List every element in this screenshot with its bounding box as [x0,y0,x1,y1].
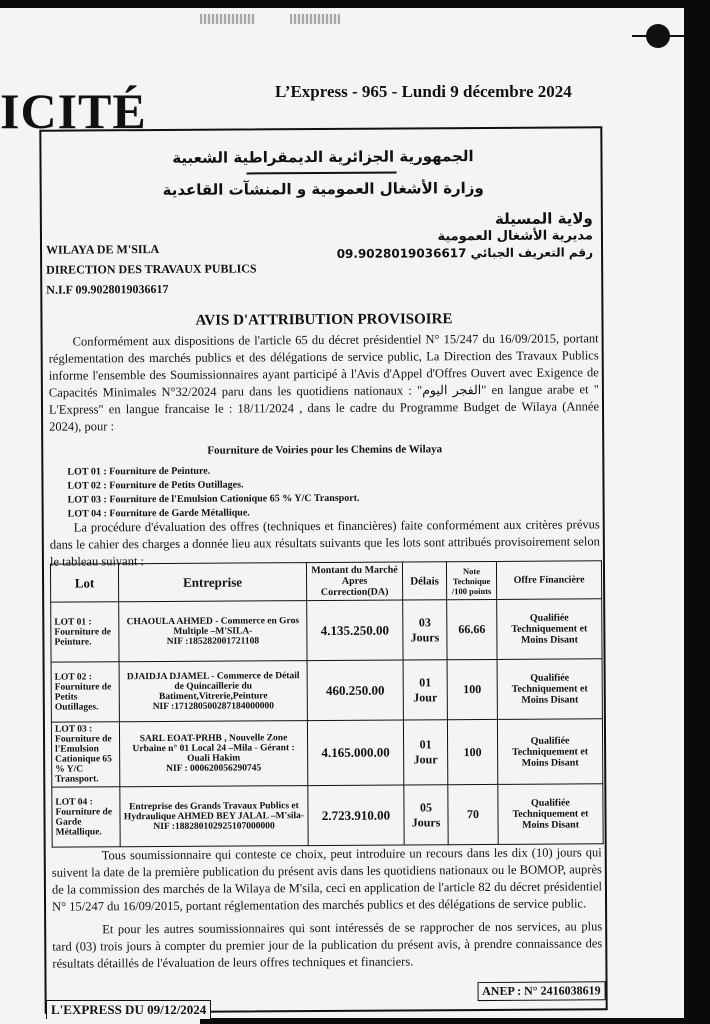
cell-entreprise [119,661,307,722]
print-smudge [200,14,255,24]
cell-note: 100 [447,659,497,719]
entreprise-name: Entreprise des Grands Travaux Publics et Hydraulique AHMED BEY JALAL –M'sila- [123,800,305,822]
col-offre: Offre Financière [496,561,601,600]
table-header-row [50,561,601,602]
scan-edge-right [684,0,710,1024]
lot-item: LOT 04 : Fourniture de Garde Métallique. [67,507,250,520]
section-heading: ICITÉ [0,83,147,139]
ar-wilaya: ولاية المسيلة [494,209,593,228]
scan-edge-bottom [200,1018,710,1024]
lot-item: LOT 01 : Fourniture de Peinture. [67,465,211,478]
registration-mark-icon [646,24,670,48]
cell-montant: 460.250.00 [307,660,403,721]
cell-montant: 4.165.000.00 [307,720,403,786]
col-montant: Montant du Marché Apres Correction(DA) [306,562,402,601]
ar-ministry: وزارة الأشغال العمومية و المنشآت القاعدية [162,179,484,199]
notice-title: AVIS D'ATTRIBUTION PROVISOIRE [195,311,453,329]
entreprise-nif: NIF :185282001721108 [166,635,260,647]
cell-delais: 01 Jour [403,720,447,785]
cell-note: 66.66 [447,599,497,659]
masthead: L’Express - 965 - Lundi 9 décembre 2024 [275,82,572,101]
lot-list [67,464,359,522]
cell-lot: LOT 04 : Fourniture de Garde Métallique. [52,787,120,847]
entreprise-name: SARL EOAT-PRHB , Nouvelle Zone Urbaine n° 01 Local 24 –Mila - Gérant : Ouali Hakim [132,733,295,764]
entreprise-name: CHAOULA AHMED - Commerce en Gros Multiple –M'SILA- [126,615,300,637]
announcement-box [39,126,607,1013]
table-row [52,784,603,847]
cell-lot: LOT 02 : Fourniture de Petits Outillages. [51,662,119,722]
entreprise-nif: NIF :171280500287184000000 [152,700,274,712]
divider [247,172,397,175]
entreprise-nif: NIF : 000620056290745 [166,763,262,774]
lot-item: LOT 02 : Fourniture de Petits Outillages. [67,479,244,492]
procedure-paragraph: La procédure d'évaluation des offres (techniques et financières) faite conformément aux critères prévus dans le cahier des charges a donnée lieu aux résultats suivants que les lots sont attribués provisoirement selon le tableau suivant : [49,517,600,569]
scan-edge-top [0,0,710,8]
issuer-block [46,238,257,299]
recours-paragraph: Tous soumissionnaire qui conteste ce choix, peut introduire un recours dans les dix (10) jours qui suivent la date de la première publication du présent avis dans les quotidiens nationaux ou le BOMOP, auprès de la commission des marchés de la Wilaya de M'sila, ceci en application de l'article 82 du décret présidentiel N° 15/247 du 16/09/2015, portant réglementation des marchés publics et des délégations de service public. [51,845,602,914]
cell-delais: 01 Jour [403,660,447,720]
ar-republic: الجمهورية الجزائرية الديمقراطية الشعبية [172,147,474,167]
wilaya: WILAYA DE M'SILA [45,241,160,257]
cell-offre: Qualifiée Techniquement et Moins Disant [497,719,602,785]
nif: N.I.F 09.9028019036617 [46,281,169,297]
table-row [51,659,602,722]
cell-offre: Qualifiée Techniquement et Moins Disant [497,659,602,720]
ar-issuer-block [336,210,593,263]
cell-note: 70 [448,784,498,844]
others-paragraph: Et pour les autres soumissionnaires qui sont intéressés de se rapprocher de nos services, au plus tard (03) trois jours à compter du premier jour de la publication du présent avis, à prendre connaissance des résultats détaillés de l'évaluation de leurs offres techniques et financiers. [52,919,603,971]
col-delais: Délais [402,562,446,600]
table-row [51,719,602,787]
cell-note: 100 [447,719,497,784]
intro-paragraph: Conformément aux dispositions de l'article 65 du décret présidentiel N° 15/247 du 16/09/2015, portant réglementation des marchés publics et des délégations de service public, La Direction des Travaux Publics informe l'ensemble des Soumissionnaires ayant participé à l'Avis d'Appel d'Offres Ouvert avec Exigence de Capacités Minimales N°32/2024 paru dans les quotidiens nationaux : "الفجر اليوم" en langue arabe et " L'Express" en langue francaise le : 18/11/2024 , dans le cadre du Programme Budget de Wilaya (Année 2024), pour : [48,331,600,434]
subject: Fourniture de Voiries pour les Chemins de Wilaya [207,443,443,457]
cell-entreprise [119,601,307,662]
entreprise-name: DJAIDJA DJAMEL - Commerce de Détail de Quincaillerie du Batiment,Vitrerie,Peinture [126,670,300,702]
entreprise-nif: NIF :188280102925107000000 [153,820,275,832]
cell-delais: 05 Jours [404,785,448,845]
anep-number: ANEP : N° 2416038619 [477,981,606,1001]
ar-nif: رقم التعريف الجبائي 09.9028019036617 [336,245,594,261]
cell-entreprise [120,786,308,847]
print-smudge [290,14,340,24]
ar-direction: مديرية الأشغال العمومية [437,228,594,245]
cell-lot: LOT 03 : Fourniture de l'Emulsion Cationique 65 % Y/C Transport. [51,722,119,787]
table-row [51,599,602,662]
col-entreprise: Entreprise [118,563,306,602]
publication-footer: L'EXPRESS DU 09/12/2024 [46,1000,211,1019]
cell-offre: Qualifiée Techniquement et Moins Disant [497,599,602,660]
results-table [50,560,604,847]
cell-montant: 2.723.910.00 [308,785,404,846]
cell-entreprise [119,721,307,787]
cell-lot: LOT 01 : Fourniture de Peinture. [51,602,119,662]
col-note: Note Technique /100 points [446,561,496,599]
col-lot: Lot [50,564,118,602]
cell-offre: Qualifiée Techniquement et Moins Disant [498,784,603,845]
lot-item: LOT 03 : Fourniture de l'Emulsion Cationique 65 % Y/C Transport. [67,492,360,506]
direction: DIRECTION DES TRAVAUX PUBLICS [46,261,257,277]
cell-montant: 4.135.250.00 [307,600,403,661]
cell-delais: 03 Jours [403,600,447,660]
